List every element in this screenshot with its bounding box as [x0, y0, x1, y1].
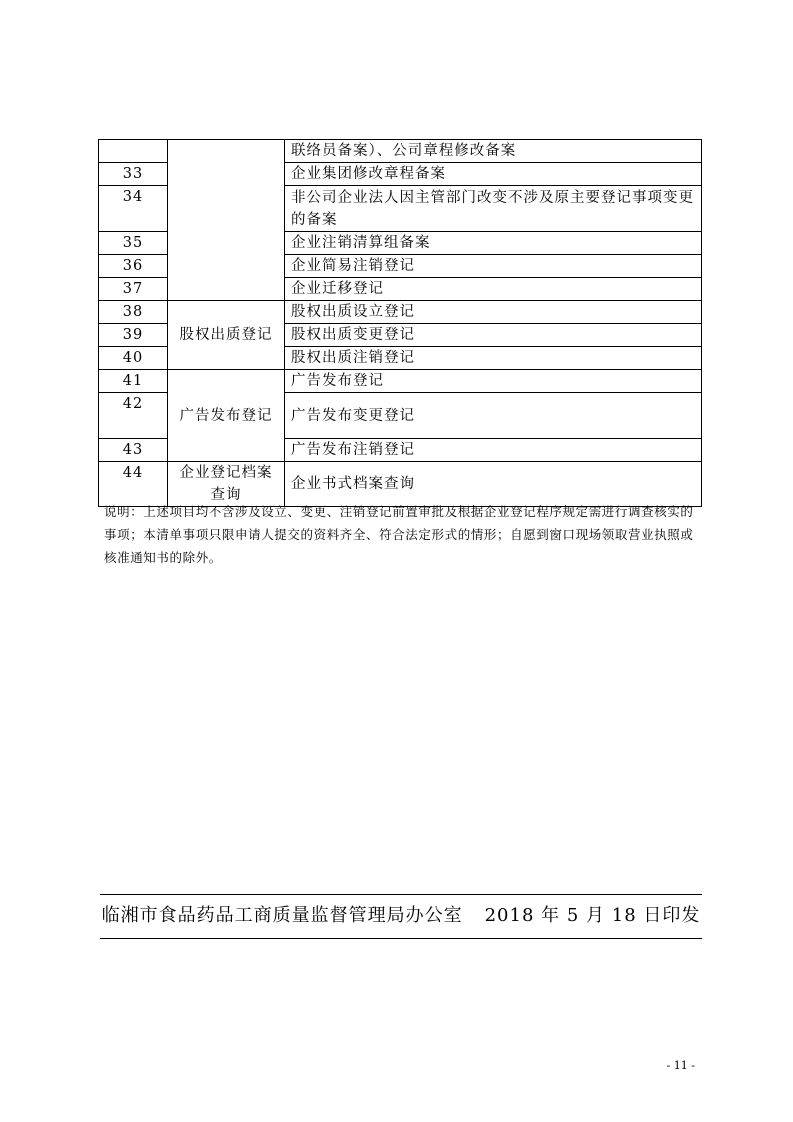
item-name: 企业集团修改章程备案 [285, 163, 702, 186]
item-number: 38 [99, 301, 168, 324]
item-name: 广告发布变更登记 [285, 393, 702, 439]
item-name: 广告发布登记 [285, 370, 702, 393]
table-row [99, 140, 702, 163]
category-advertising: 广告发布登记 [168, 370, 285, 462]
item-number: 39 [99, 324, 168, 347]
item-name: 企业简易注销登记 [285, 255, 702, 278]
issuer-name: 临湘市食品药品工商质量监督管理局办公室 [101, 905, 463, 926]
item-number: 34 [99, 186, 168, 232]
registration-items-table [98, 139, 702, 507]
item-name: 股权出质设立登记 [285, 301, 702, 324]
table-note: 说明：上述项目均不含涉及设立、变更、注销登记前置审批及根据企业登记程序规定需进行调查核实的事项；本清单事项只限申请人提交的资料齐全、符合法定形式的情形；自愿到窗口现场领取营业执照或核准通知书的除外。 [104, 504, 694, 565]
category-archive-query: 企业登记档案查询 [168, 462, 285, 507]
table-row [99, 370, 702, 393]
item-name: 企业注销清算组备案 [285, 232, 702, 255]
issue-date: 2018 年 5 月 18 日印发 [484, 905, 701, 926]
table-row [99, 301, 702, 324]
item-name: 股权出质注销登记 [285, 347, 702, 370]
item-number: 43 [99, 439, 168, 462]
page-number: - 11 - [666, 1059, 695, 1072]
item-number: 41 [99, 370, 168, 393]
item-name: 非公司企业法人因主管部门改变不涉及原主要登记事项变更的备案 [285, 186, 702, 232]
item-number: 37 [99, 278, 168, 301]
item-name: 企业书式档案查询 [285, 462, 702, 507]
footer-bottom-rule [100, 938, 702, 939]
item-number: 42 [99, 393, 168, 439]
item-name: 广告发布注销登记 [285, 439, 702, 462]
category-equity-pledge: 股权出质登记 [168, 301, 285, 370]
item-number: 36 [99, 255, 168, 278]
item-number [99, 140, 168, 163]
footer-top-rule [100, 894, 702, 895]
item-number: 44 [99, 462, 168, 507]
item-number: 35 [99, 232, 168, 255]
item-name: 股权出质变更登记 [285, 324, 702, 347]
item-number: 33 [99, 163, 168, 186]
item-number: 40 [99, 347, 168, 370]
category-cell-continued [168, 140, 285, 301]
issuing-office-line [100, 896, 702, 936]
item-name: 联络员备案）、公司章程修改备案 [285, 140, 702, 163]
item-name: 企业迁移登记 [285, 278, 702, 301]
